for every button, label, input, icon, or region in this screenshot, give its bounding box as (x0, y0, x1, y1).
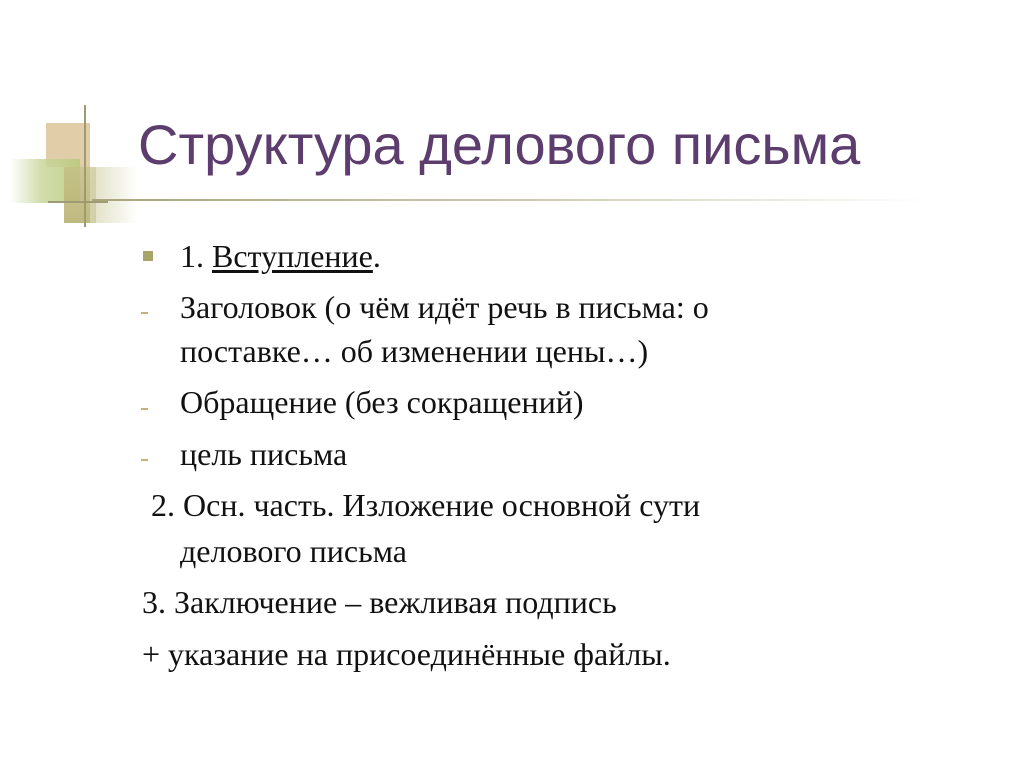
dash-bullet-icon (141, 459, 148, 461)
intro-label: Вступление (212, 238, 373, 274)
list-item-attachments: + указание на присоединённые файлы. (142, 636, 671, 672)
dash-bullet-icon (141, 408, 148, 410)
list-item-purpose: цель письма (180, 436, 348, 472)
intro-number: 1. (180, 238, 204, 274)
list-item-main-line1: 2. Осн. часть. Изложение основной сути (151, 487, 701, 523)
list-item-heading-line2: поставке… об изменении цены…) (180, 333, 649, 369)
dash-bullet-icon (141, 312, 148, 314)
bullet-square-icon (143, 251, 153, 261)
slide-title: Структура делового письма (138, 113, 861, 176)
intro-period: . (372, 238, 381, 274)
list-item-heading-line1: Заголовок (о чём идёт речь в письма: о (180, 289, 709, 325)
list-item-main-line2: делового письма (180, 533, 407, 569)
list-item-greeting: Обращение (без сокращений) (180, 384, 584, 420)
list-item-intro (180, 236, 381, 276)
list-item-conclusion: 3. Заключение – вежливая подпись (142, 584, 617, 620)
